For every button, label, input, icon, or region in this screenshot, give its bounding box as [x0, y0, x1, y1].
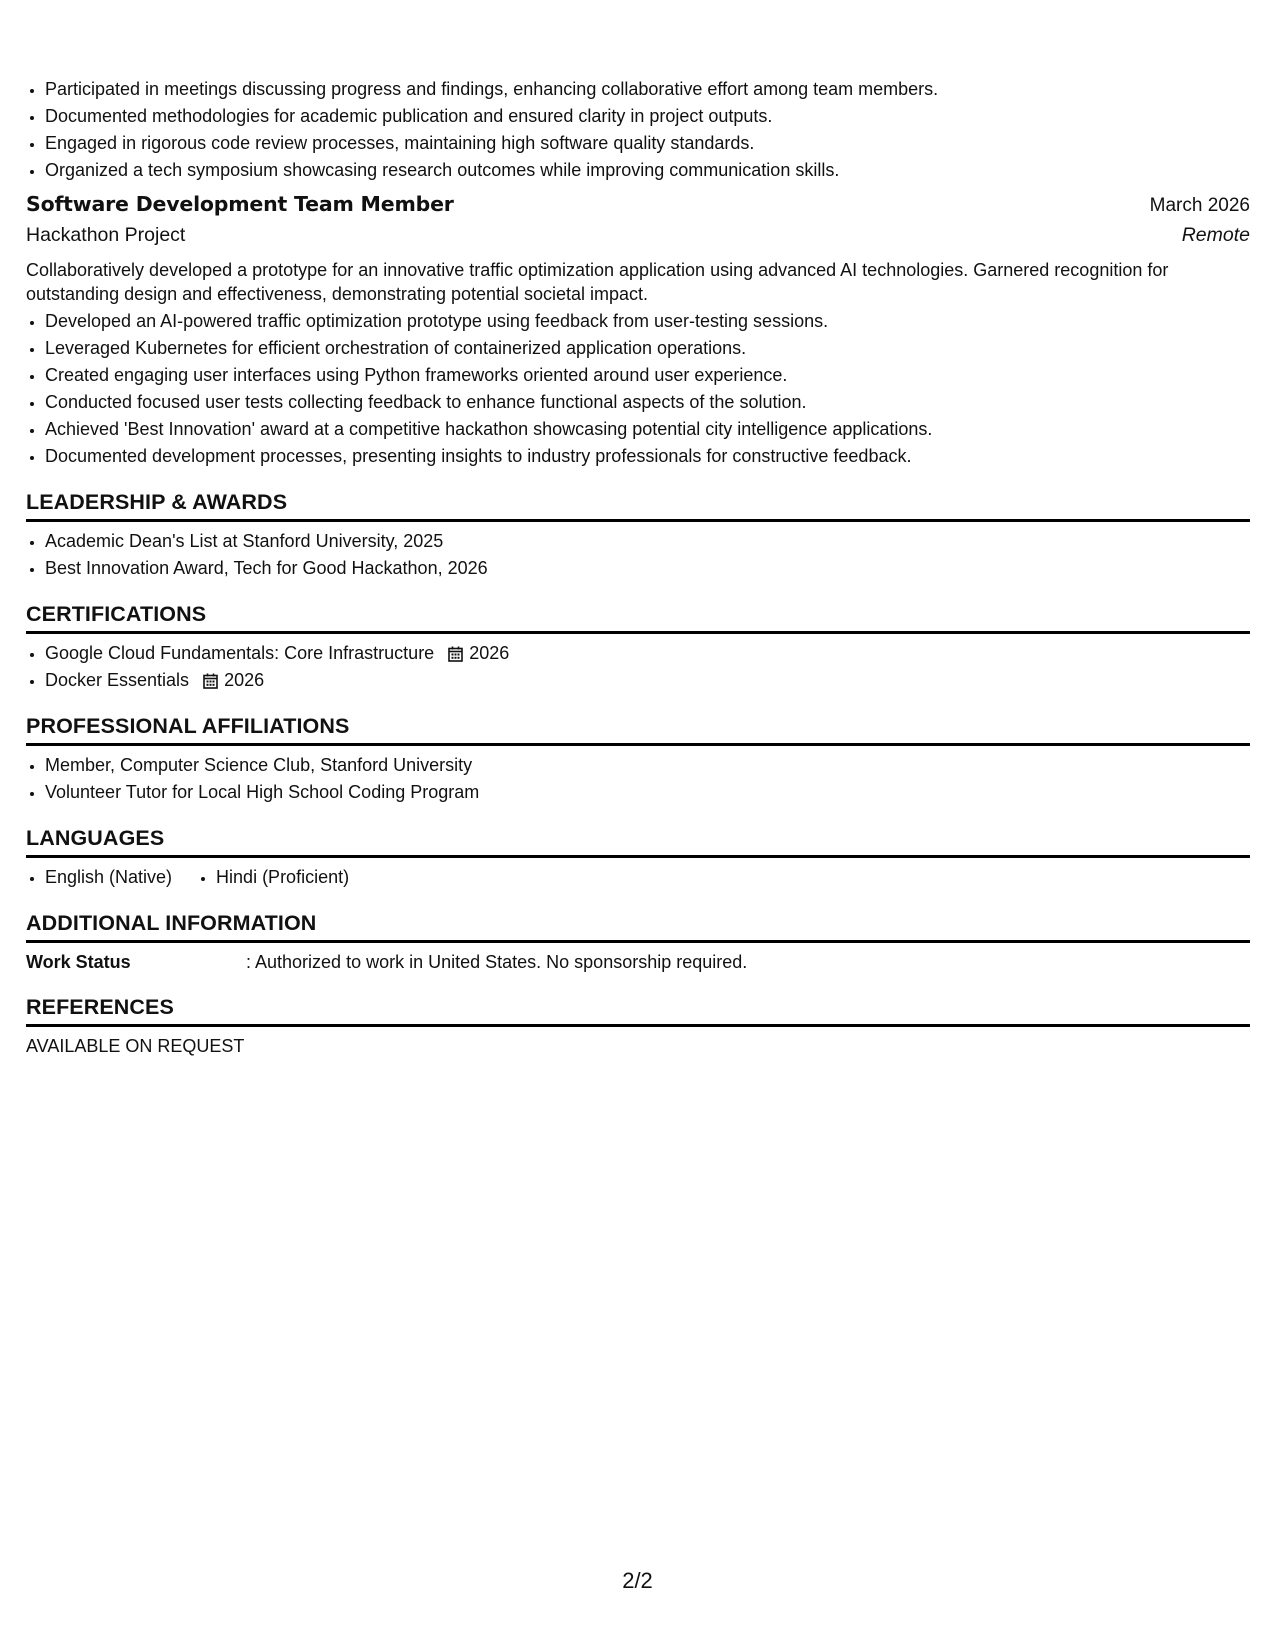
- page-number: 2/2: [622, 1568, 653, 1593]
- job-subheader: [26, 224, 1250, 256]
- affiliations-section: [26, 712, 1250, 806]
- certification-year: 2026: [224, 670, 265, 690]
- job-header: [26, 192, 1250, 224]
- list-item: • Conducted focused user tests collecting feedback to enhance functional aspects of the solution.: [45, 389, 1250, 416]
- certification-year: 2026: [469, 643, 510, 663]
- list-item: • Documented development processes, presenting insights to industry professionals for constructive feedback.: [45, 443, 1250, 470]
- list-item: • Best Innovation Award, Tech for Good Hackathon, 2026: [45, 555, 1250, 582]
- leadership-list: [26, 528, 1250, 582]
- references-section: [26, 993, 1250, 1059]
- list-item: • Academic Dean's List at Stanford University, 2025: [45, 528, 1250, 555]
- calendar-icon: [448, 646, 463, 662]
- section-title: LEADERSHIP & AWARDS: [26, 488, 1250, 522]
- section-title: LANGUAGES: [26, 824, 1250, 858]
- section-title: ADDITIONAL INFORMATION: [26, 909, 1250, 943]
- languages-section: [26, 824, 1250, 891]
- job-location: Remote: [1181, 224, 1250, 246]
- certification-name: Docker Essentials: [45, 670, 190, 690]
- certifications-list: [26, 640, 1250, 694]
- job-organization: Hackathon Project: [26, 224, 186, 246]
- list-item: [45, 667, 1250, 694]
- list-item: • Achieved 'Best Innovation' award at a competitive hackathon showcasing potential city intelligence applications.: [45, 416, 1250, 443]
- job-entry: [26, 192, 1250, 470]
- job-date: March 2026: [1149, 195, 1250, 216]
- list-item: • Hindi (Proficient): [216, 864, 349, 891]
- job-bullets: [26, 308, 1250, 470]
- work-status-row: [26, 949, 1250, 975]
- previous-job-bullets: [26, 76, 1250, 184]
- list-item: • Documented methodologies for academic publication and ensured clarity in project outputs.: [45, 103, 1250, 130]
- section-title: CERTIFICATIONS: [26, 600, 1250, 634]
- list-item: [45, 640, 1250, 667]
- list-item: • Developed an AI-powered traffic optimization prototype using feedback from user-testing sessions.: [45, 308, 1250, 335]
- job-description: Collaboratively developed a prototype for an innovative traffic optimization application using advanced AI technologies. Garnered recognition for outstanding design and effectiveness, demonstrating potential societal impact.: [26, 260, 1169, 304]
- references-text: AVAILABLE ON REQUEST: [26, 1036, 245, 1056]
- leadership-section: [26, 488, 1250, 582]
- section-title: REFERENCES: [26, 993, 1250, 1027]
- list-item: • Participated in meetings discussing progress and findings, enhancing collaborative effort among team members.: [45, 76, 1250, 103]
- list-item: • Member, Computer Science Club, Stanford University: [45, 752, 1250, 779]
- list-item: • Organized a tech symposium showcasing research outcomes while improving communication skills.: [45, 157, 1250, 184]
- list-item: • Volunteer Tutor for Local High School Coding Program: [45, 779, 1250, 806]
- resume-content: [26, 76, 1250, 1059]
- list-item: • English (Native): [45, 864, 172, 891]
- additional-info-section: [26, 909, 1250, 975]
- certifications-section: [26, 600, 1250, 694]
- list-item: • Engaged in rigorous code review processes, maintaining high software quality standards.: [45, 130, 1250, 157]
- calendar-icon: [203, 673, 218, 689]
- section-title: PROFESSIONAL AFFILIATIONS: [26, 712, 1250, 746]
- list-item: • Created engaging user interfaces using Python frameworks oriented around user experience.: [45, 362, 1250, 389]
- list-item: • Leveraged Kubernetes for efficient orchestration of containerized application operations.: [45, 335, 1250, 362]
- work-status-label: Work Status: [26, 952, 131, 972]
- work-status-value: : Authorized to work in United States. No sponsorship required.: [246, 952, 748, 972]
- languages-list: [26, 864, 1250, 891]
- affiliations-list: [26, 752, 1250, 806]
- certification-name: Google Cloud Fundamentals: Core Infrastructure: [45, 643, 435, 663]
- job-title: Software Development Team Member: [26, 192, 454, 216]
